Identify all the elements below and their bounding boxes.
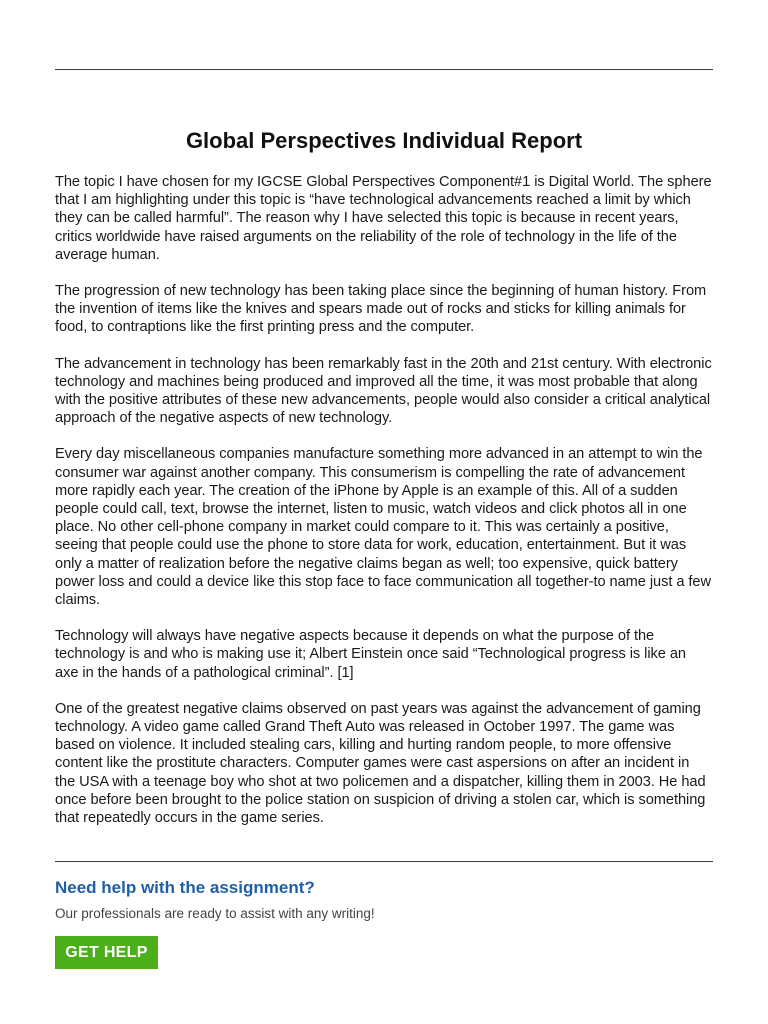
get-help-button[interactable]: GET HELP xyxy=(55,936,158,969)
paragraph-gaming: One of the greatest negative claims observed on past years was against the advancement of gaming technology. A video game called Grand Theft Auto was released in October 1997. The game was based on violence. It included stealing cars, killing and hurting random people, to more offensive content like the prostitute characters. Computer games were cast aspersions on after an incident in the USA with a teenage boy who shot at two policemen and a dispatcher, killing them in 2003. He had once before been brought to the police station on suspicion of driving a stolen car, which is something that repeatedly occurs in the game series. xyxy=(55,700,706,827)
paragraph-consumerism: Every day miscellaneous companies manufacture something more advanced in an attempt to win the consumer war against another company. This consumerism is compelling the rate of advancement more rapidly each year. The creation of the iPhone by Apple is an example of this. All of a sudden people could call, text, browse the internet, listen to music, watch videos and click photos all in one place. No other cell-phone company in market could compare to it. This was certainly a positive, seeing that people could use the phone to store data for work, education, entertainment. But it was only a matter of realization before the negative claims began as well; too expensive, quick battery power loss and could a device like this stop face to face communication all together-to name just a few claims. xyxy=(55,446,711,609)
paragraph-einstein-quote: Technology will always have negative aspects because it depends on what the purpose of the technology is and who is making use it; Albert Einstein once said “Technological progress is like an axe in the hands of a pathological criminal”. [1] xyxy=(55,628,686,681)
help-subtext: Our professionals are ready to assist with any writing! xyxy=(55,906,375,921)
paragraph-history: The progression of new technology has been taking place since the beginning of human history. From the invention of items like the knives and spears made out of rocks and sticks for killing animals for food, to contraptions like the first printing press and the computer. xyxy=(55,283,707,336)
paragraph-advancement: The advancement in technology has been remarkably fast in the 20th and 21st century. With electronic technology and machines being produced and improved all the time, it was most probable that along with the positive attributes of these new advancements, people would also consider a critical analytical approach of the negative aspects of new technology. xyxy=(55,355,712,427)
top-divider xyxy=(55,69,713,70)
document-body xyxy=(55,173,713,845)
help-heading: Need help with the assignment? xyxy=(55,878,315,897)
document-title: Global Perspectives Individual Report xyxy=(185,128,583,153)
help-promo xyxy=(55,876,713,924)
paragraph-intro: The topic I have chosen for my IGCSE Global Perspectives Component#1 is Digital World. The sphere that I am highlighting under this topic is “have technological advancements reached a limit by which they can be called harmful”. The reason why I have selected this topic is because in recent years, critics worldwide have raised arguments on the reliability of the role of technology in the life of the average human. xyxy=(55,174,712,263)
bottom-divider xyxy=(55,861,713,862)
